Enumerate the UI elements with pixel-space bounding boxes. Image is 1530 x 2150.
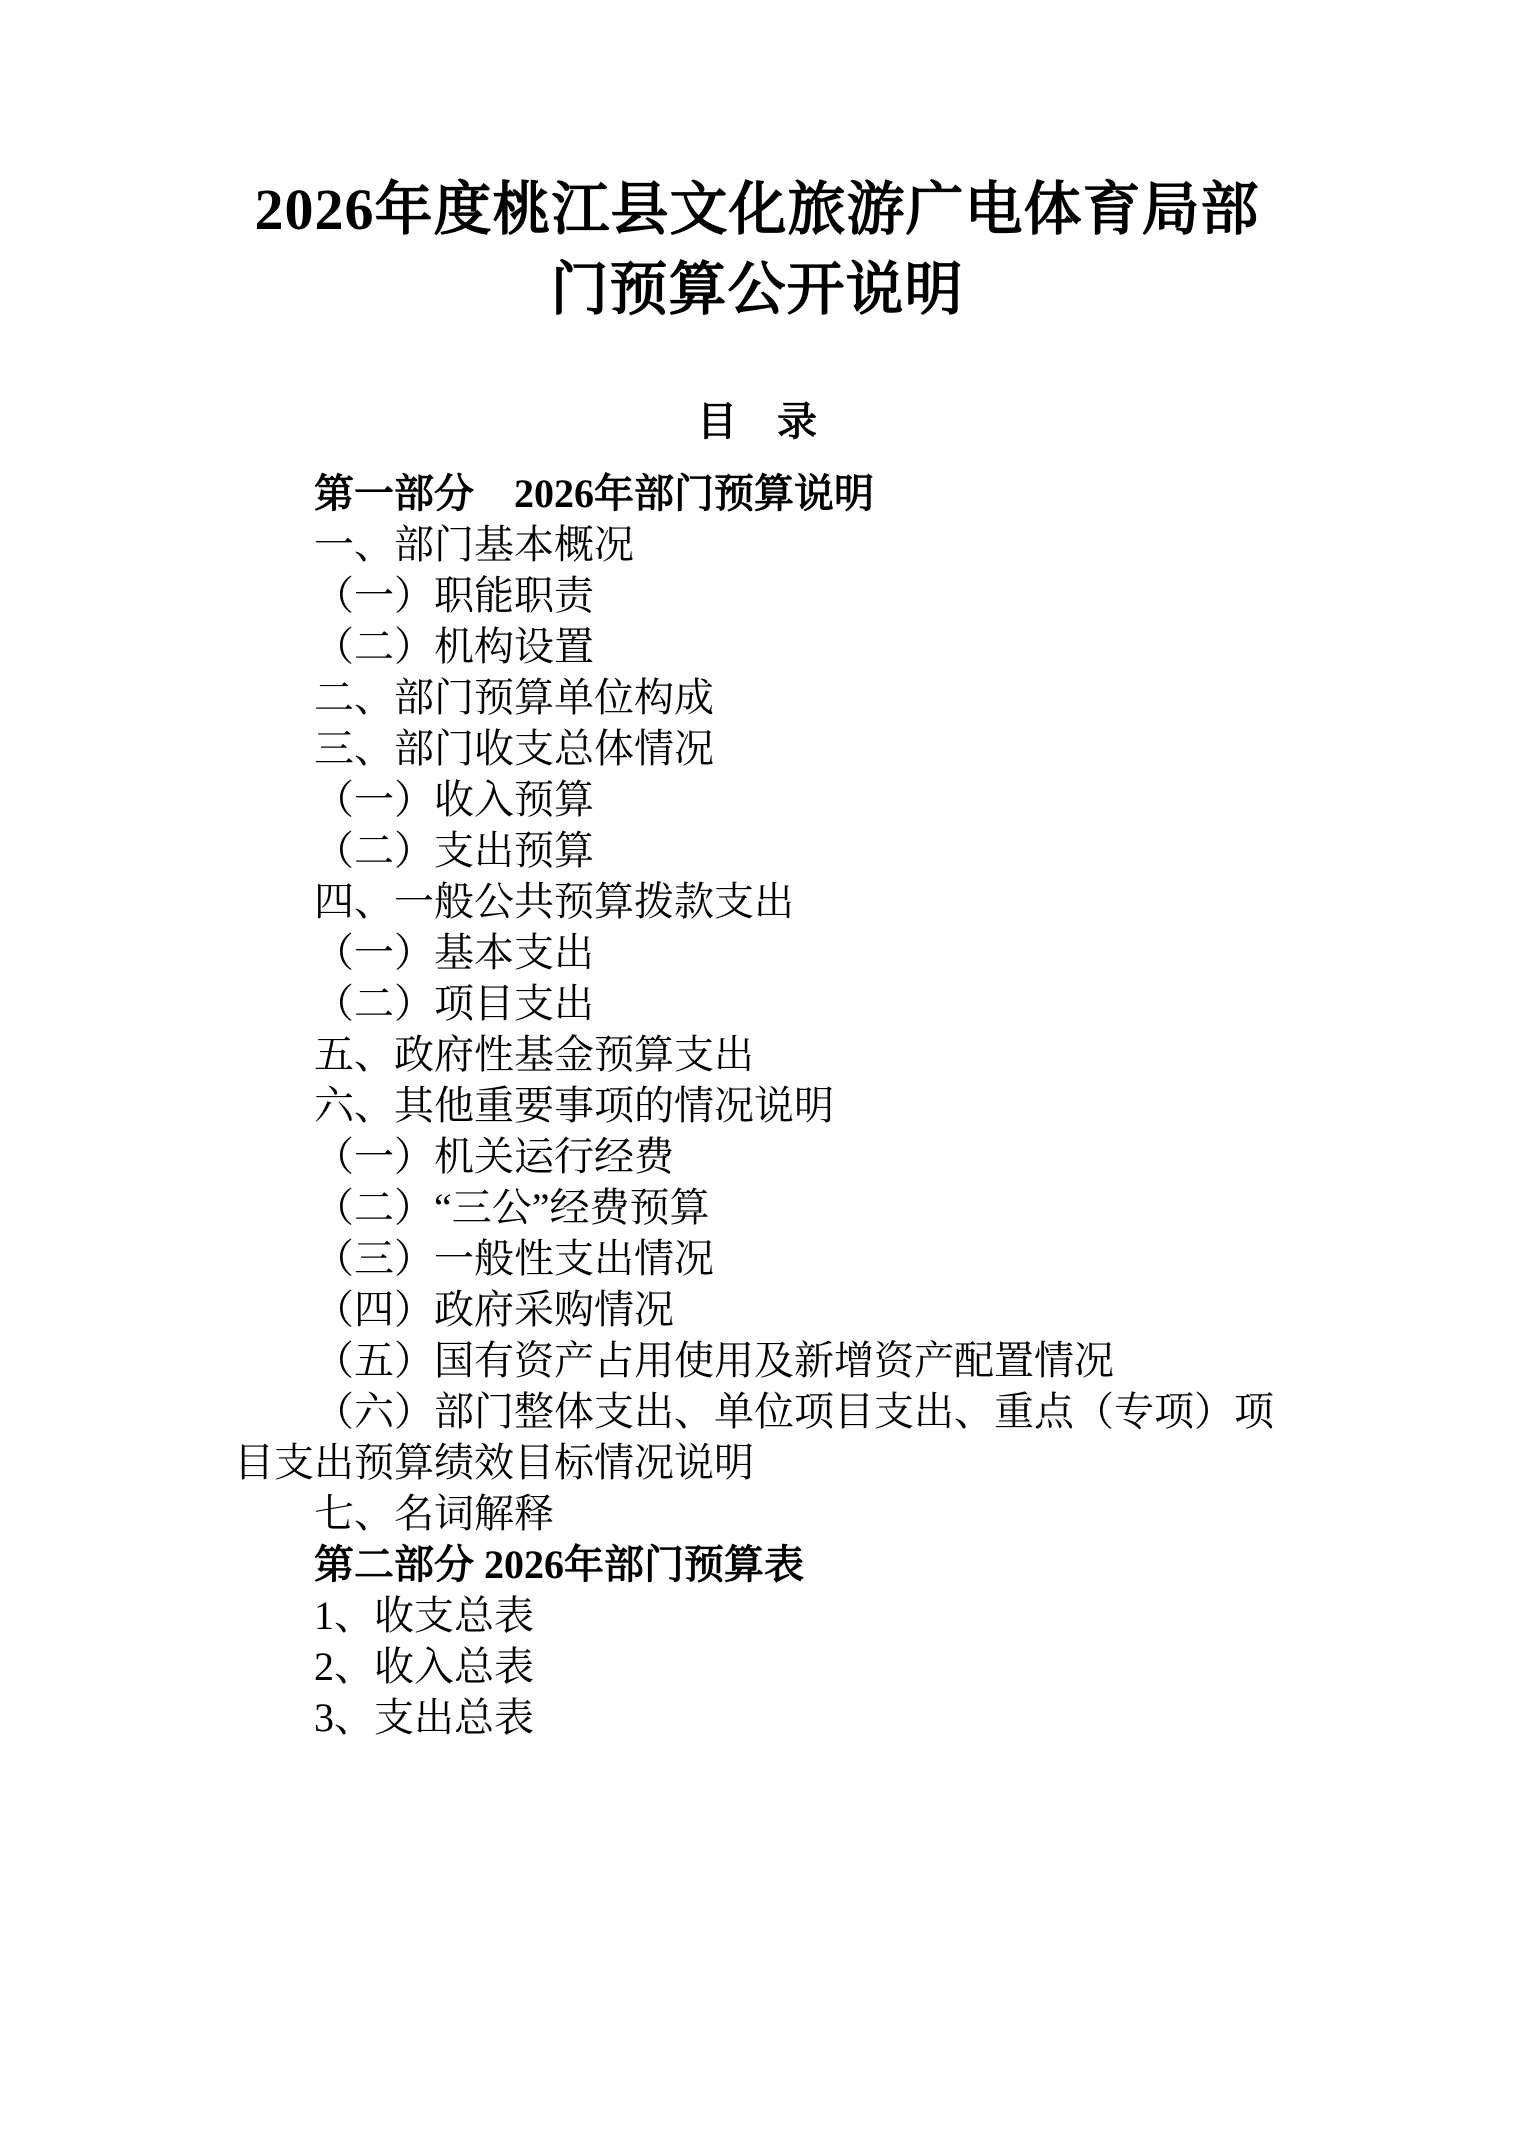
toc-heading: 目 录 xyxy=(697,399,817,444)
toc-item: （二）支出预算 xyxy=(314,828,594,873)
toc-item: 四、一般公共预算拨款支出 xyxy=(314,879,794,924)
document-page xyxy=(0,170,1530,2150)
toc-item: （二）“三公”经费预算 xyxy=(314,1185,710,1230)
toc-item: （一）基本支出 xyxy=(314,930,594,975)
toc-item-part2-heading: 第二部分 2026年部门预算表 xyxy=(314,1542,804,1587)
toc-item: 六、其他重要事项的情况说明 xyxy=(314,1083,834,1128)
toc-item: （二）机构设置 xyxy=(314,624,594,669)
toc-item: 七、名词解释 xyxy=(314,1491,554,1536)
toc-item: 五、政府性基金预算支出 xyxy=(314,1032,754,1077)
toc-item: （一）收入预算 xyxy=(314,777,594,822)
toc-item: 一、部门基本概况 xyxy=(314,522,634,567)
toc-item: 二、部门预算单位构成 xyxy=(314,675,714,720)
toc-list xyxy=(234,468,1280,1743)
toc-item-part1-heading: 第一部分 2026年部门预算说明 xyxy=(314,471,874,516)
toc-item: （二）项目支出 xyxy=(314,981,594,1026)
document-title xyxy=(234,170,1280,330)
toc-item: （四）政府采购情况 xyxy=(314,1287,674,1332)
toc-item: （五）国有资产占用使用及新增资产配置情况 xyxy=(314,1338,1114,1383)
toc-item: 2、收入总表 xyxy=(314,1644,534,1689)
toc-item: 3、支出总表 xyxy=(314,1695,534,1740)
toc-item: 1、收支总表 xyxy=(314,1593,534,1638)
document-title-line-1: 2026年度桃江县文化旅游广电体育局部 xyxy=(254,177,1260,242)
toc-item: （三）一般性支出情况 xyxy=(314,1236,714,1281)
document-title-line-2: 门预算公开说明 xyxy=(550,257,964,322)
document-content xyxy=(234,170,1280,1743)
toc-item: （六）部门整体支出、单位项目支出、重点（专项）项目支出预算绩效目标情况说明 xyxy=(234,1389,1274,1485)
toc-item: （一）机关运行经费 xyxy=(314,1134,674,1179)
toc-item: （一）职能职责 xyxy=(314,573,594,618)
toc-item: 三、部门收支总体情况 xyxy=(314,726,714,771)
